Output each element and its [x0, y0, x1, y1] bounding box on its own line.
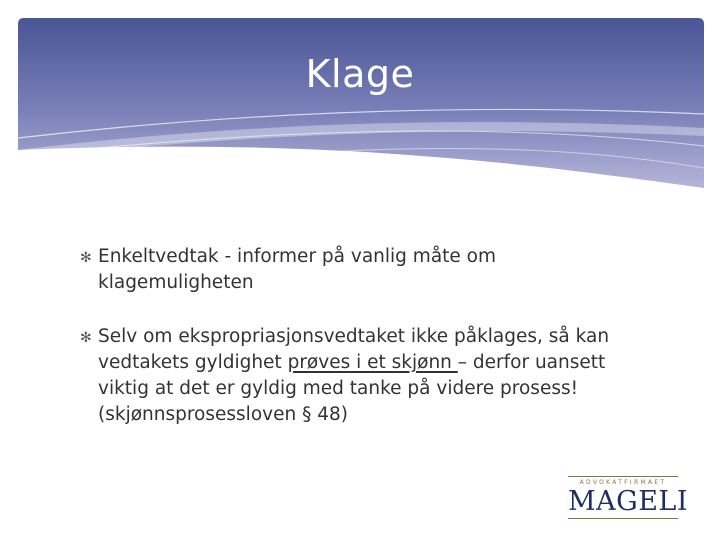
bullet-text-start: Selv om ekspropriasjonsvedtaket ikke påklages, så kan vedtakets gyldighet	[98, 326, 610, 373]
bullet-item	[80, 324, 640, 428]
header-swoosh-graphic	[18, 18, 704, 194]
underlined-phrase: prøves i et skjønn	[287, 352, 458, 373]
asterisk-icon: ✻	[80, 330, 92, 346]
logo-name: MAGELI	[568, 486, 689, 517]
bullet-item	[80, 244, 640, 296]
asterisk-icon: ✻	[80, 250, 92, 266]
slide-title: Klage	[305, 52, 415, 96]
logo-subtitle: ADVOKATFIRMAET	[568, 476, 678, 486]
header-banner	[18, 18, 704, 194]
company-logo	[568, 476, 689, 519]
bullet-text-end: – derfor uansett viktig at det er gyldig med tanke på videre prosess! (skjønnsprosessloven § 48)	[98, 352, 606, 425]
bullet-list	[80, 244, 640, 456]
bullet-text: Enkeltvedtak - informer på vanlig måte om klagemuligheten	[98, 246, 497, 293]
